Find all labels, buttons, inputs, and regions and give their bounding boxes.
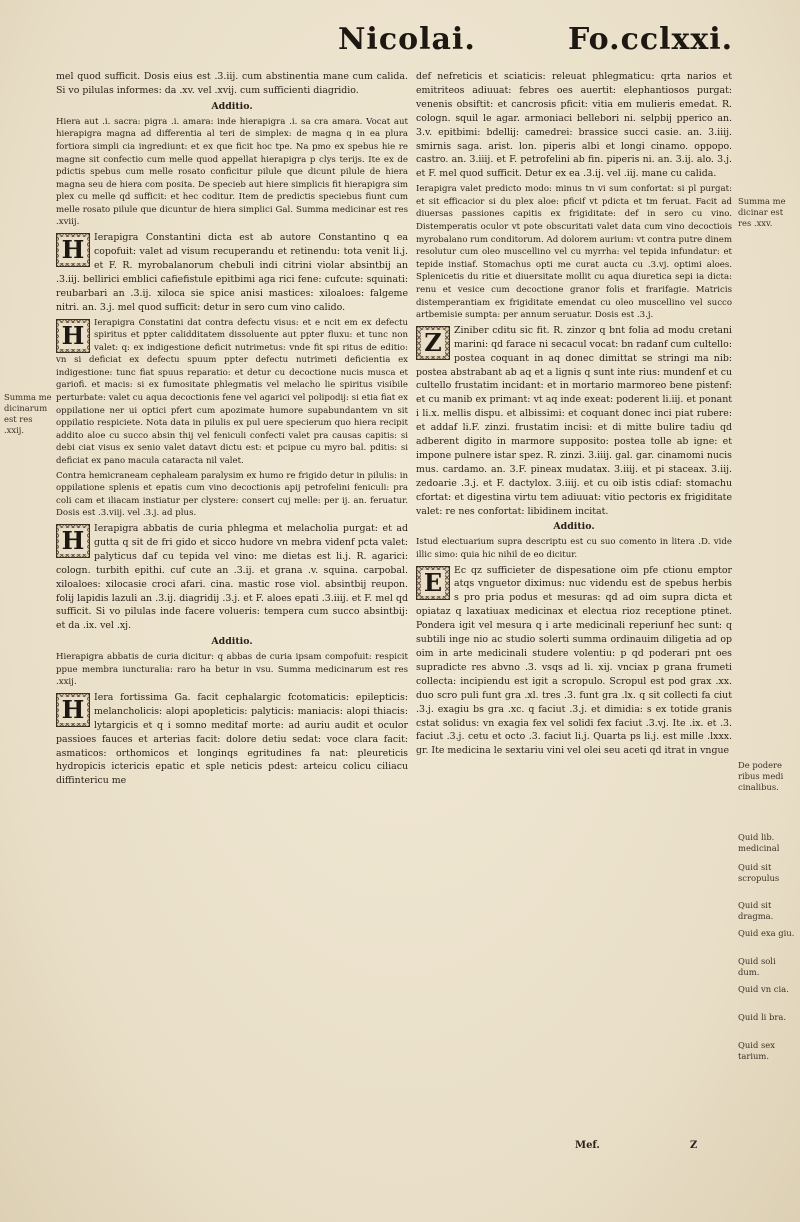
margin-note-right: Quid sex tarium. xyxy=(738,1040,775,1061)
paragraph: Iera fortissima Ga. facit cephalargic fcotomaticis: epilepticis: melancholicis: alopi apopleticis: palyticis: maniacis: alopi thiacis: lytargicis et q i somno meditaf morte: ad auriu audit et oculor passioes fauces et arterias facit: dolore detiu sedat: voce clara facit: asmaticos: orthomicos et longinqs egritudines fa nat: pleureticis hydropicis ictericis epatic et sple neticis pdest: arteicu colicu ciliacu diffintericu me xyxy=(56,691,408,787)
paragraph: Ierapigra valet predicto modo: minus tn vi sum confortat: si pl purgat: et sit efficacior si du plex aloe: pficif vt pdicta et tm feruat. Facit ad diuersas passiones capitis ex frigiditate: def in sero cu vino. Distemperatis oculor vt pote obscuritati valet data cum vino decoctiois myrobalano rum conditorum. Ad dolorem aurium: vt contra putre dinem resolutur cum oleo muscellino vel cu myrrha: vel tepida infundatur: et tepide instiaf. Stomachus opti me curat aucta cu .3.vj. optimi aloes. Splenicetis du ritie et diuersitate mollit cu aqua diuretica sepi ia dicta: renu et vesice cum decoctione granor folis et frarifagie. Matricis distemperantiam ex frigiditate emendat cu oleo muscellino vel succo artbemisie sumpta: per annum seruatur. Dosis est .3.j. xyxy=(416,184,732,321)
running-title: Nicolai. xyxy=(338,22,476,57)
decorated-initial: H xyxy=(56,233,90,267)
paragraph: Istud electuarium supra descriptu est cu suo comento in litera .D. vide illic simo: quia hic nihil de eo dicitur. xyxy=(416,537,732,560)
margin-note-right: Quid lib. medicinal xyxy=(738,832,780,853)
margin-note-right: De podere ribus medi cinalibus. xyxy=(738,760,784,792)
margin-note-right: Quid li bra. xyxy=(738,1012,787,1022)
initial-letter-block xyxy=(56,317,408,468)
decorated-initial: Z xyxy=(416,326,450,360)
catchword: Mef. xyxy=(575,1140,600,1151)
decorated-initial: H xyxy=(56,524,90,558)
paragraph: Hiera aut .i. sacra: pigra .i. amara: inde hierapigra .i. sa cra amara. Vocat aut hierapigra magna ad differentia al teri de simplex: de magna q in ea plura fortiora simpli cia ingrediunt: et ex que ficit hoc tpe. Na pmo ex spebus hie re magne sit confectio cum melle quod appellat hierapigra p clys terijs. Ite ex de pdictis spebus cum melle rosato conficitur pilule que dicunt pilule de hiera magna seu de hiera com posita. De specieb aut hiere simplicis fit hierapigra sim plex cu melle qd sufficit: et hec coditur. Item de predictis speciebus fiunt cum melle rosato pilule que dicuntur de hiera simplici Gal. Summa medicinar est res .xviij. xyxy=(56,116,408,228)
signature-mark: Z xyxy=(690,1140,698,1151)
initial-letter-block xyxy=(416,564,732,759)
paragraph: Ec qz sufficieter de dispesatione oim pfe ctionu emptor atqs vnguetor diximus: nuc videndu est de spebus herbis s pro pria podus et mesuras: qd ad oim supra dicta et opiataz q laxatiuax medicinax et electua rioz receptione ptinet. Pondera igit vel mesura q i arte medicinali reperiunf hec sunt: q subtili inge nio ac studio solerti summa ordinauim diligetia ad op oim in arte medicinali studere volentiu: p qd poderari pnt oes supradicte res abvno .3. vsqs ad li. xij. vnciax p grana frumeti collecta: incipiendu est igit a scropulo. Scropul est pod grax .xx. duo scro puli funt gra .xl. tres .3. funt gra .lx. q sit collecti fa ciut .3.j. exagiu bs gra .xc. q faciut .3.j. et dimidia: s ex totide granis cstat solidus: vn exagia fex vel solidi fex faciut .3.vj. Ite .ix. et .3. faciut .3.j. cetu et octo .3. faciut li.j. Quarta ps li.j. est mille .lxxx. gr. Ite medicina le sextariu vini vel olei seu aceti qd itrat in vngue xyxy=(416,564,732,757)
margin-note-right: Quid vn cia. xyxy=(738,984,789,994)
folio-number: Fo.cclxxi. xyxy=(568,22,734,57)
margin-note-right: Quid soli dum. xyxy=(738,956,776,977)
paragraph: Ierapigra abbatis de curia phlegma et melacholia purgat: et ad gutta q sit de fri gido et sicco hudore vn mebra videnf pcta valet: palyticus daf cu tepida vel vino: me dietas est li.j. R. agarici: cologn. turbith epithi. cuf cute an .3.ij. et grana .v. squina. carpobal. xiloaloes: xilocasie croci afari. cina. mastic rose viol. absintbij reupon. folij lapidis lazuli an .3.ij. diagridij .3.j. et F. aloes epati .3.iiij. et F. mel qd sufficit. Si vo pilulas inde facere volueris: tempera cum succo absintbij: et da .ix. vel .xj. xyxy=(56,523,408,632)
decorated-initial: H xyxy=(56,693,90,727)
initial-letter-block xyxy=(56,691,408,788)
paragraph: Hierapigra abbatis de curia dicitur: q abbas de curia ipsam compofuit: respicit ppue membra iuncturalia: raro ha betur in vsu. Summa medicinarum est res .xxij. xyxy=(56,652,408,688)
initial-letter-block xyxy=(56,231,408,314)
margin-note-right: Quid sit scropulus xyxy=(738,862,780,883)
left-text-column xyxy=(56,70,408,1132)
paragraph: Ierapigra Constantini dicta est ab autore Constantino q ea copofuit: valet ad visum recuperandu et retinendu: tota venit li.j. et F. R. myrobalanorum chebuli indi citrini violar absintbij an .3.iij. bellirici emblici cafiefistule epitbimi aga rici fene: cufcute: squinati: reubarbari an .3.ij. xiloca sie spice anisi mastices: xiloaloes: falgeme nitri. an. 3.j. mel quod sufficit: detur in sero cum vino calido. xyxy=(56,232,408,313)
margin-note-right: Quid exa giu. xyxy=(738,928,795,938)
paragraph: Ziniber cditu sic fit. R. zinzor q bnt folia ad modu cretani marini: qd farace ni secacul vocat: bn radanf cum cultello: postea coquant in aq donec dimittat se stringi ma nib: postea abstrabant ab aq et a lignis q sunt inte rius: mundenf et cu cultello frustatim incidant: et in mortario marmoreo bene pistenf: et cu manib ex primant: vt aq inde exeat: poderent li.iij. et ponant i li.x. mellis dispu. et albissimi: et coquant donec inci piat rubere: et addaf li.F. zinzi. frustatim incisi: et di mitte bulire tadiu qd adberent digito in marmore supposito: postea tolle ab igne: et impone pulnere istar spez. R. zinzi. 3.iiij. gal. gar. cinamomi nucis mus. cardamo. an. 3.F. pineax mudatax. 3.iiij. et pi staceax. 3.iij. zedoarie .3.j. et F. dactylox. 3.iiij. et cu oib istis cdiaf: stomachu cfortat: et digestina virtu tem adiuuat: vitio pectoris ex frigiditate valet: re nes confortat: libidinem incitat. xyxy=(416,324,732,517)
additio-heading: Additio. xyxy=(211,636,253,648)
decorated-initial: E xyxy=(416,566,450,600)
additio-heading: Additio. xyxy=(553,521,595,533)
paragraph: mel quod sufficit. Dosis eius est .3.iij. cum abstinentia mane cum calida. Si vo pilulas informes: da .xv. vel .xvij. cum sufficienti diagridio. xyxy=(56,71,408,96)
paragraph: Ierapigra Constatini dat contra defectu visus: et e ncit em ex defectu spiritus et ppter calidditatem dissoluente aut ppter fluxu: et tunc non valet: q: ex indigestione deficit nutrimetus: vnde fit spi ritus de editio: vn si deficiat ex defectu spuum ppter defectu nutrimeti deficientia ex indigestione: tunc fiat spuus reparatio: et detur cu decoctione nucis musca et gariofi. et macis: si ex fumositate phlegmatis vel melacho lie spiritus visibile perturbate: valet cu aqua decoctionis fene vel agarici vel polipodij: si etia fiat ex oppilatione ner ui optici pfert cum apozimate humore supabundantem vn sit oppilatio respiciete. Nota data in pilulis ex pul uere specierum quo hiera recipit addito aloe cu succo absin thij vel feniculi confecti valet pra causas capitis: si debi ciat visus ex senio valet datavt dictu est: et pcipue cu myro bal. pditis: si deficiat ex pano macula cataracta nil valet. xyxy=(56,317,408,467)
margin-note-left: Summa me dicinarum est res .xxij. xyxy=(4,392,52,435)
paragraph: def nefreticis et sciaticis: releuat phlegmaticu: qrta narios et emitriteos adiuuat: febres oes auertit: elephantiosos purgat: venenis obsiftit: et cancrosis pficit: vitia em mulieris emedat. R. cologn. squil le agar. armoniaci bellebori ni. selpbij pperico an. 3.v. epitbimi: bdellij: camedrei: brassice succi casie. an. 3.iiij. smirnis saga. arist. lon. piperis albi et longi cinamo. oppopo. castro. an. 3.iiij. et F. petrofelini ab fin. piperis ni. an. 3.ij. alo. 3.j. et F. mel quod sufficit. Detur ex ea .3.ij. vel .iij. mane cu calida. xyxy=(416,71,732,180)
margin-note-right: Summa me dicinar est res .xxv. xyxy=(738,196,786,228)
margin-note-right: Quid sit dragma. xyxy=(738,900,774,921)
additio-heading: Additio. xyxy=(211,100,253,112)
paragraph: Contra hemicraneam cephaleam paralysim ex humo re frigido detur in pilulis: in oppilatione splenis et epatis cum vino decoctionis apij petrofelini feniculi: pra coli cam et iliacam instiatur per clystere: consert cuj melle: per ij. an. feruatur. Dosis est .3.viij. vel .3.j. ad plus. xyxy=(56,470,408,519)
decorated-initial: H xyxy=(56,319,90,353)
initial-letter-block xyxy=(416,324,732,519)
right-text-column xyxy=(416,70,732,1132)
initial-letter-block xyxy=(56,522,408,633)
